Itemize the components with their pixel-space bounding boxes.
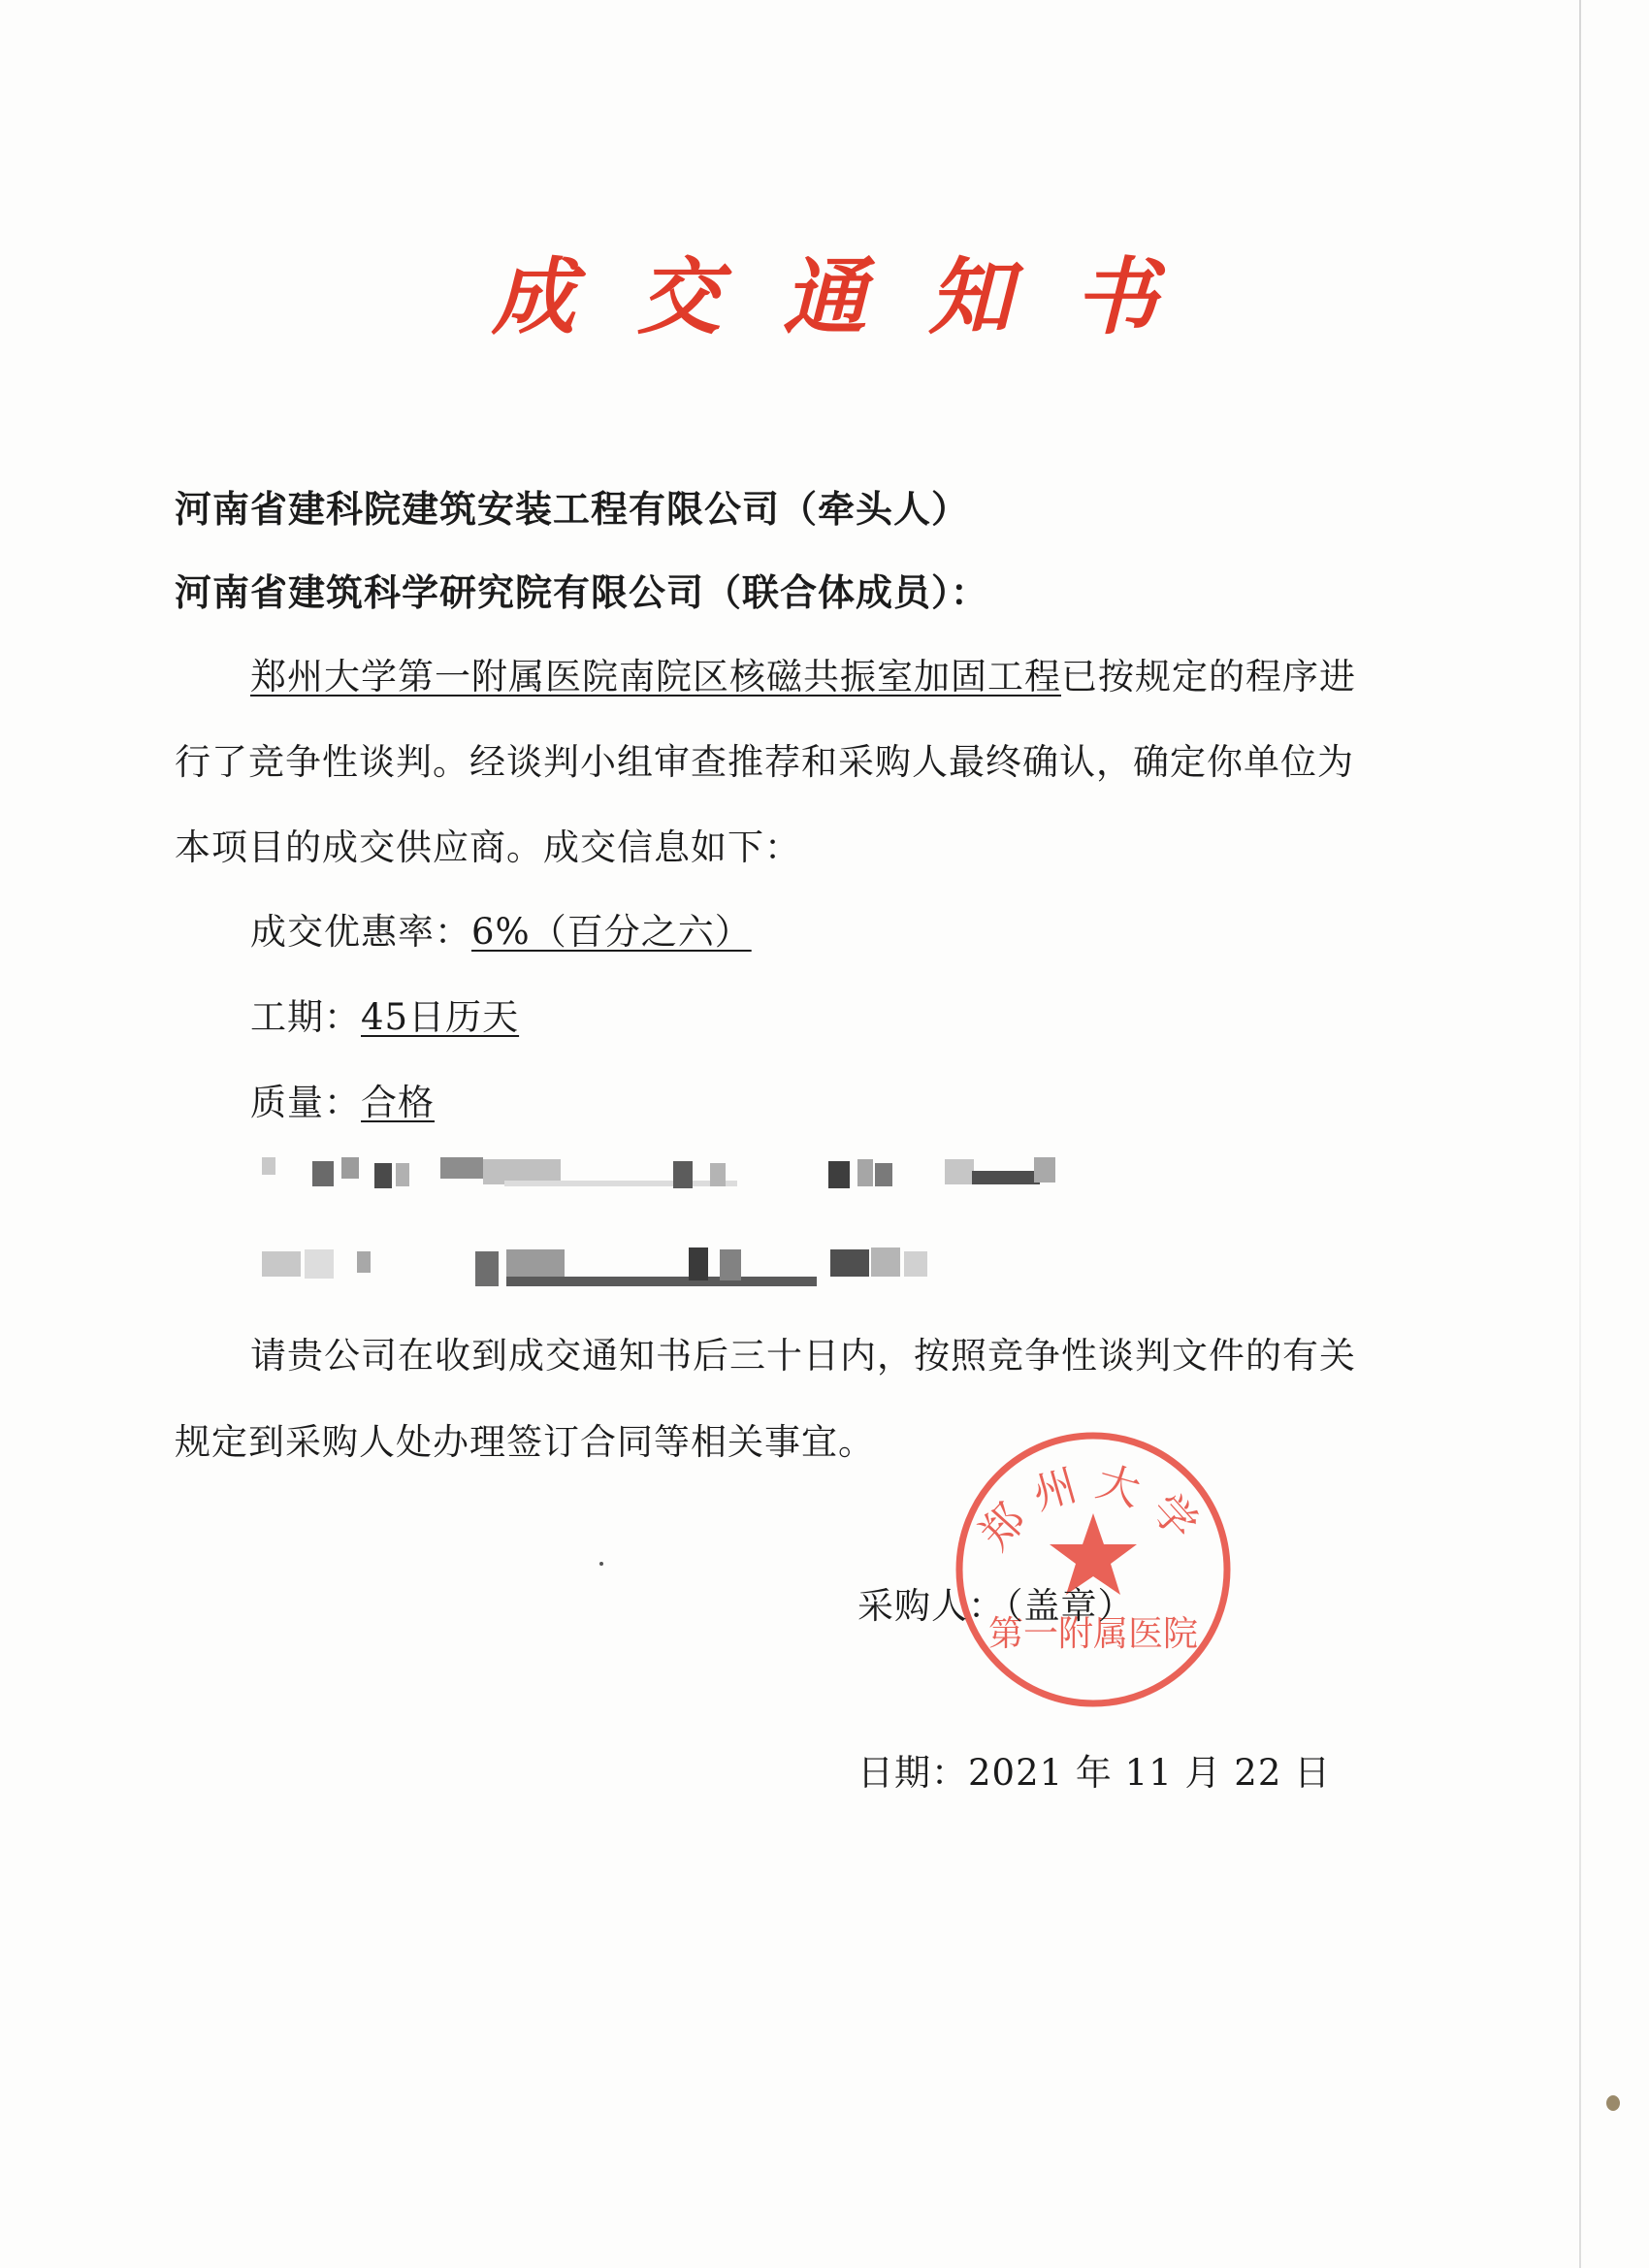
addressee-member: 河南省建筑科学研究院有限公司（联合体成员）： (175, 571, 989, 614)
body-paragraph-2-line-2: 规定到采购人处办理签订合同等相关事宜。 (175, 1421, 875, 1463)
quality-value: 合格 (361, 1082, 435, 1123)
body-paragraph-2-line-1: 请贵公司在收到成交通知书后三十日内，按照竞争性谈判文件的有关 (250, 1335, 1356, 1377)
title-char: 交 (637, 248, 721, 346)
purchaser-label: 采购人：（盖章） (857, 1585, 1135, 1627)
official-seal-stamp (948, 1424, 1239, 1715)
period-value: 45日历天 (361, 996, 520, 1038)
document-title (0, 237, 1649, 346)
issue-date: 日期：2021 年 11 月 22 日 (857, 1752, 1332, 1794)
title-char: 通 (783, 248, 866, 346)
seal-top-text: 郑州大学 (970, 1456, 1216, 1560)
body-text: 已按规定的程序进 (1061, 656, 1356, 697)
redacted-line-1 (250, 1150, 1104, 1198)
addressee-lead: 河南省建科院建筑安装工程有限公司（牵头人） (175, 488, 970, 531)
title-char: 书 (1074, 248, 1157, 346)
project-name: 郑州大学第一附属医院南院区核磁共振室加固工程 (250, 656, 1061, 697)
period-label: 工期： (250, 996, 361, 1038)
paper-speck (1606, 2095, 1620, 2111)
title-char: 知 (928, 248, 1012, 346)
quality-row (250, 1073, 435, 1125)
quality-label: 质量： (250, 1082, 361, 1123)
discount-value: 6%（百分之六） (471, 911, 752, 953)
redacted-line-2 (250, 1240, 1026, 1294)
seal-bottom-text: 第一附属医院 (987, 1614, 1199, 1654)
body-paragraph-1-line-3: 本项目的成交供应商。成交信息如下： (175, 826, 801, 868)
discount-row (250, 902, 752, 955)
body-paragraph-1-line-1 (250, 647, 1356, 699)
title-char: 成 (492, 248, 575, 346)
paper-speck (599, 1562, 603, 1566)
body-paragraph-1-line-2: 行了竞争性谈判。经谈判小组审查推荐和采购人最终确认，确定你单位为 (175, 741, 1354, 783)
discount-label: 成交优惠率： (250, 911, 471, 953)
period-row (250, 988, 519, 1040)
